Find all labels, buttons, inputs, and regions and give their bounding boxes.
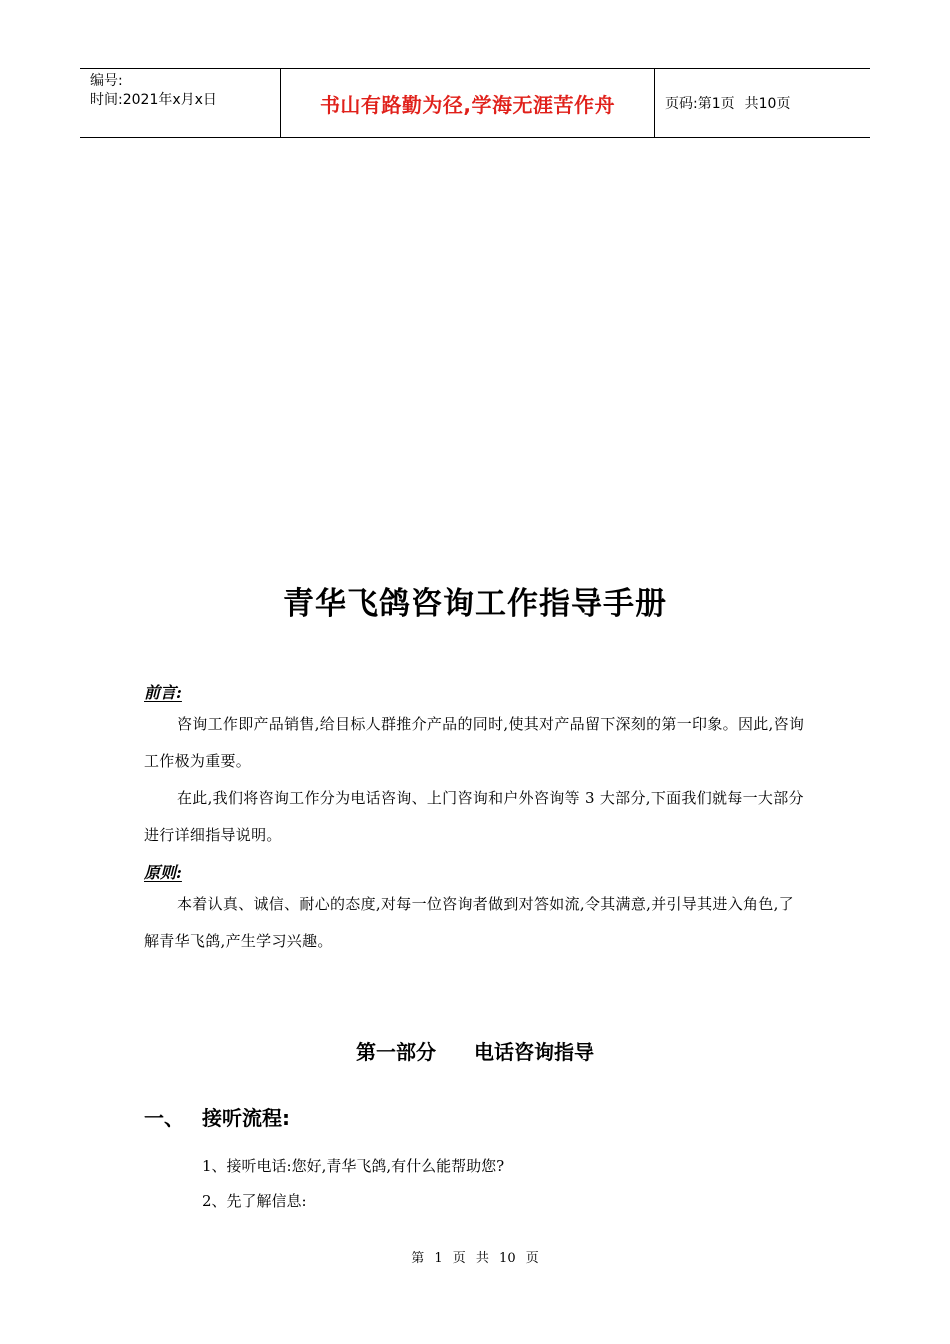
- list-item: 1、接听电话:您好,青华飞鸽,有什么能帮助您?: [202, 1157, 505, 1175]
- part-one-number: 第一部分: [356, 1040, 436, 1064]
- header-page-number: 页码:第1页: [665, 96, 735, 112]
- page-footer: 第 1 页 共 10 页: [411, 1251, 539, 1266]
- preface-paragraph-1: 咨询工作即产品销售,给目标人群推介产品的同时,使其对产品留下深刻的第一印象。因此,咨询工作极为重要。: [144, 715, 805, 770]
- time-label: 时间:2021年x月x日: [90, 92, 217, 108]
- header-meta: [80, 69, 281, 137]
- header-page-total: 共10页: [744, 96, 791, 112]
- list-item: 2、先了解信息:: [202, 1192, 307, 1210]
- principle-label: 原则:: [144, 863, 182, 882]
- document-title: 青华飞鸽咨询工作指导手册: [283, 586, 667, 622]
- header-motto: 书山有路勤为径,学海无涯苦作舟: [281, 69, 655, 137]
- number-label: 编号:: [90, 73, 123, 89]
- part-one-name: 电话咨询指导: [474, 1040, 594, 1064]
- section-one-number: 一、: [144, 1106, 184, 1130]
- section-one-title: 接听流程:: [202, 1106, 290, 1130]
- section-one-heading: [144, 1102, 290, 1131]
- page-header: [80, 68, 870, 138]
- header-page-info: [655, 69, 870, 137]
- preface-label: 前言:: [144, 683, 182, 702]
- preface-paragraph-2: 在此,我们将咨询工作分为电话咨询、上门咨询和户外咨询等 3 大部分,下面我们就每一大部分进行详细指导说明。: [144, 789, 804, 844]
- principle-paragraph: 本着认真、诚信、耐心的态度,对每一位咨询者做到对答如流,令其满意,并引导其进入角色,了解青华飞鸽,产生学习兴趣。: [144, 895, 794, 950]
- part-one-title: [0, 1036, 950, 1065]
